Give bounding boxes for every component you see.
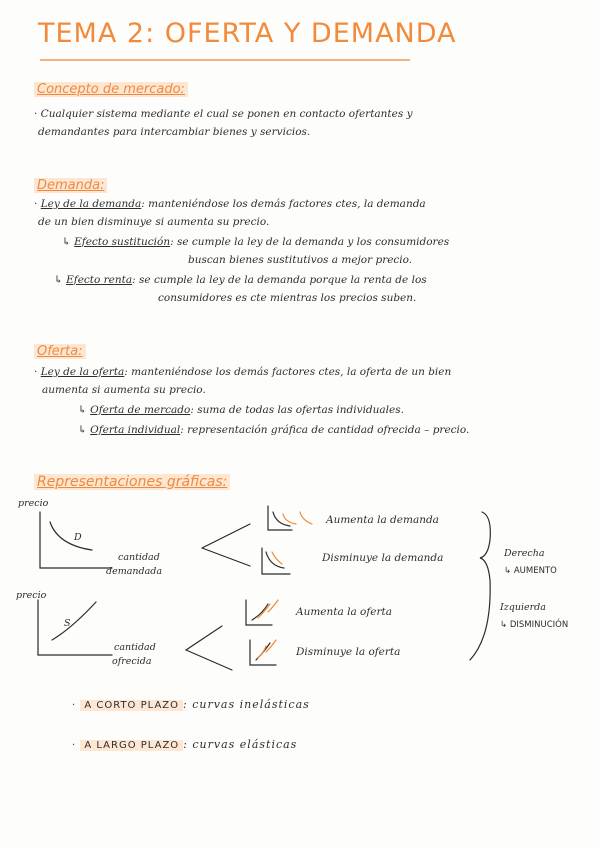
demand-arrow-down [202,548,250,566]
largo-plazo-text: : curvas elásticas [183,738,298,751]
oferta-individual-line: ↳ Oferta individual: representación gráfica de cantidad ofrecida – precio. [78,424,470,436]
demand-curve-label: D [74,532,82,543]
demanda-ley-line-1: · Ley de la demanda: manteniéndose los demás factores ctes, la demanda [34,198,426,210]
corto-plazo-line: · A CORTO PLAZO : curvas inelásticas [72,698,310,711]
oferta-mercado-text: : suma de todas las ofertas individuales. [190,404,404,416]
icon-graph-demand-up [268,506,292,530]
largo-plazo-label: A LARGO PLAZO [80,740,183,751]
efecto-renta-label: Efecto renta [66,274,133,286]
ley-oferta-text: : manteniéndose los demás factores ctes, la oferta de un bien [124,366,452,378]
efecto-sustitucion-line-2: buscan bienes sustitutivos a mejor precio. [188,254,413,266]
section-heading-oferta: Oferta: [34,344,86,359]
demanda-ley-line-2: de un bien disminuye si aumenta su precio. [38,216,270,228]
efecto-renta-line-2: consumidores es cte mientras los precios suben. [158,292,417,304]
efecto-sustitucion-label: Efecto sustitución [74,236,171,248]
section-heading-mercado: Concepto de mercado: [34,82,188,97]
supply-arrow-up [186,626,222,650]
note-aumento: ↳ AUMENTO [504,566,557,576]
largo-plazo-line: · A LARGO PLAZO : curvas elásticas [72,738,298,751]
demand-arrow-up [202,524,250,548]
mercado-line-1: · Cualquier sistema mediante el cual se ponen en contacto ofertantes y [34,108,413,120]
oferta-ley-line-1: · Ley de la oferta: manteniéndose los demás factores ctes, la oferta de un bien [34,366,452,378]
note-disminucion: ↳ DISMINUCIÓN [500,620,569,630]
supply-x-label-1: cantidad [114,642,156,653]
oferta-ley-line-2: aumenta si aumenta su precio. [42,384,206,396]
page-title: TEMA 2: OFERTA Y DEMANDA [38,18,457,49]
corto-plazo-text: : curvas inelásticas [183,698,310,711]
efecto-sustitucion-text: : se cumple la ley de la demanda y los consumidores [170,236,450,248]
corto-plazo-label: A CORTO PLAZO [80,700,183,711]
supply-axes [38,600,112,655]
efecto-renta-line-1: ↳ Efecto renta: se cumple la ley de la demanda porque la renta de los [54,274,427,286]
oferta-individual-label: Oferta individual [90,424,181,436]
demand-x-label-1: cantidad [118,552,160,563]
mercado-line-2: demandantes para intercambiar bienes y servicios. [38,126,311,138]
demand-down-text: Disminuye la demanda [322,552,444,564]
demand-up-text: Aumenta la demanda [326,514,439,526]
oferta-individual-text: : representación gráfica de cantidad ofrecida – precio. [180,424,470,436]
supply-x-label-2: ofrecida [112,656,152,667]
demand-y-label: precio [18,498,49,509]
oferta-mercado-line: ↳ Oferta de mercado: suma de todas las ofertas individuales. [78,404,404,416]
demand-x-label-2: demandada [106,566,162,577]
note-izquierda: Izquierda [500,602,546,613]
ley-demanda-text: : manteniéndose los demás factores ctes, la demanda [141,198,426,210]
note-derecha: Derecha [504,548,545,559]
demand-curve [50,522,92,550]
right-brace [470,512,490,660]
efecto-sustitucion-line-1: ↳ Efecto sustitución: se cumple la ley de la demanda y los consumidores [62,236,450,248]
supply-y-label: precio [16,590,47,601]
oferta-mercado-label: Oferta de mercado [90,404,191,416]
supply-down-text: Disminuye la oferta [296,646,401,658]
supply-up-text: Aumenta la oferta [296,606,392,618]
ley-demanda-label: Ley de la demanda [40,198,142,210]
supply-curve [52,602,96,640]
efecto-renta-text: : se cumple la ley de la demanda porque la renta de los [132,274,427,286]
supply-curve-label: S [64,618,71,629]
section-heading-graficas: Representaciones gráficas: [34,474,230,490]
section-heading-demanda: Demanda: [34,178,107,193]
supply-arrow-down [186,650,232,670]
ley-oferta-label: Ley de la oferta [40,366,125,378]
